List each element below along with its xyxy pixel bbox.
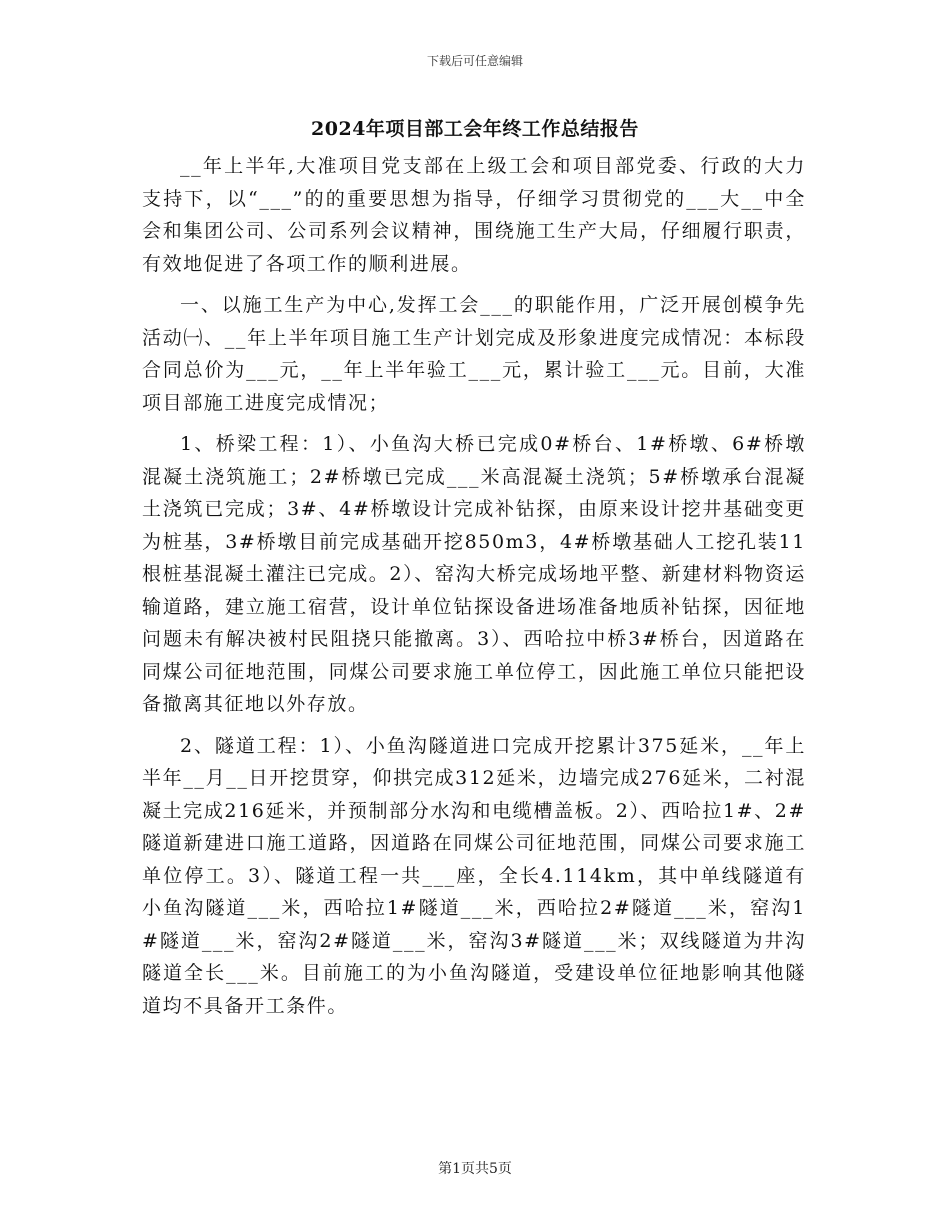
paragraph-section-one: 一、以施工生产为中心,发挥工会___的职能作用，广泛开展创模争先活动㈠、__年上半年项目施工生产计划完成及形象进度完成情况：本标段合同总价为___元，__年上半年验工___元，累计验工___元。目前，大准项目部施工进度完成情况； xyxy=(142,294,806,414)
document-body xyxy=(142,150,806,1031)
page-header-note: 下载后可任意编辑 xyxy=(426,54,523,68)
page-number: 第1页共5页 xyxy=(438,1161,512,1177)
document-title: 2024年项目部工会年终工作总结报告 xyxy=(311,118,639,140)
paragraph-tunnel-works: 2、隧道工程：1）、小鱼沟隧道进口完成开挖累计375延米，__年上半年__月__日开挖贯穿，仰拱完成312延米，边墙完成276延米，二衬混凝土完成216延米，并预制部分水沟和电缆槽盖板。2）、西哈拉1#、2#隧道新建进口施工道路，因道路在同煤公司征地范围，同煤公司要求施工单位停工。3）、隧道工程一共___座，全长4.114km，其中单线隧道有小鱼沟隧道___米，西哈拉1#隧道___米，西哈拉2#隧道___米，窑沟1#隧道___米，窑沟2#隧道___米，窑沟3#隧道___米；双线隧道为井沟隧道全长___米。目前施工的为小鱼沟隧道，受建设单位征地影响其他隧道均不具备开工条件。 xyxy=(142,734,806,1017)
paragraph-bridge-works: 1、桥梁工程：1）、小鱼沟大桥已完成0#桥台、1#桥墩、6#桥墩混凝土浇筑施工；2#桥墩已完成___米高混凝土浇筑；5#桥墩承台混凝土浇筑已完成；3#、4#桥墩设计完成补钻探，由原来设计挖井基础变更为桩基，3#桥墩目前完成基础开挖850m3，4#桥墩基础人工挖孔装11根桩基混凝土灌注已完成。2）、窑沟大桥完成场地平整、新建材料物资运输道路，建立施工宿营，设计单位钻探设备进场准备地质补钻探，因征地问题未有解决被村民阻挠只能撤离。3）、西哈拉中桥3#桥台，因道路在同煤公司征地范围，同煤公司要求施工单位停工，因此施工单位只能把设备撤离其征地以外存放。 xyxy=(142,433,806,715)
paragraph-intro: __年上半年,大准项目党支部在上级工会和项目部党委、行政的大力支持下，以“___”的的重要思想为指导，仔细学习贯彻党的___大__中全会和集团公司、公司系列会议精神，围绕施工生产大局，仔细履行职责，有效地促进了各项工作的顺利进展。 xyxy=(142,155,806,275)
